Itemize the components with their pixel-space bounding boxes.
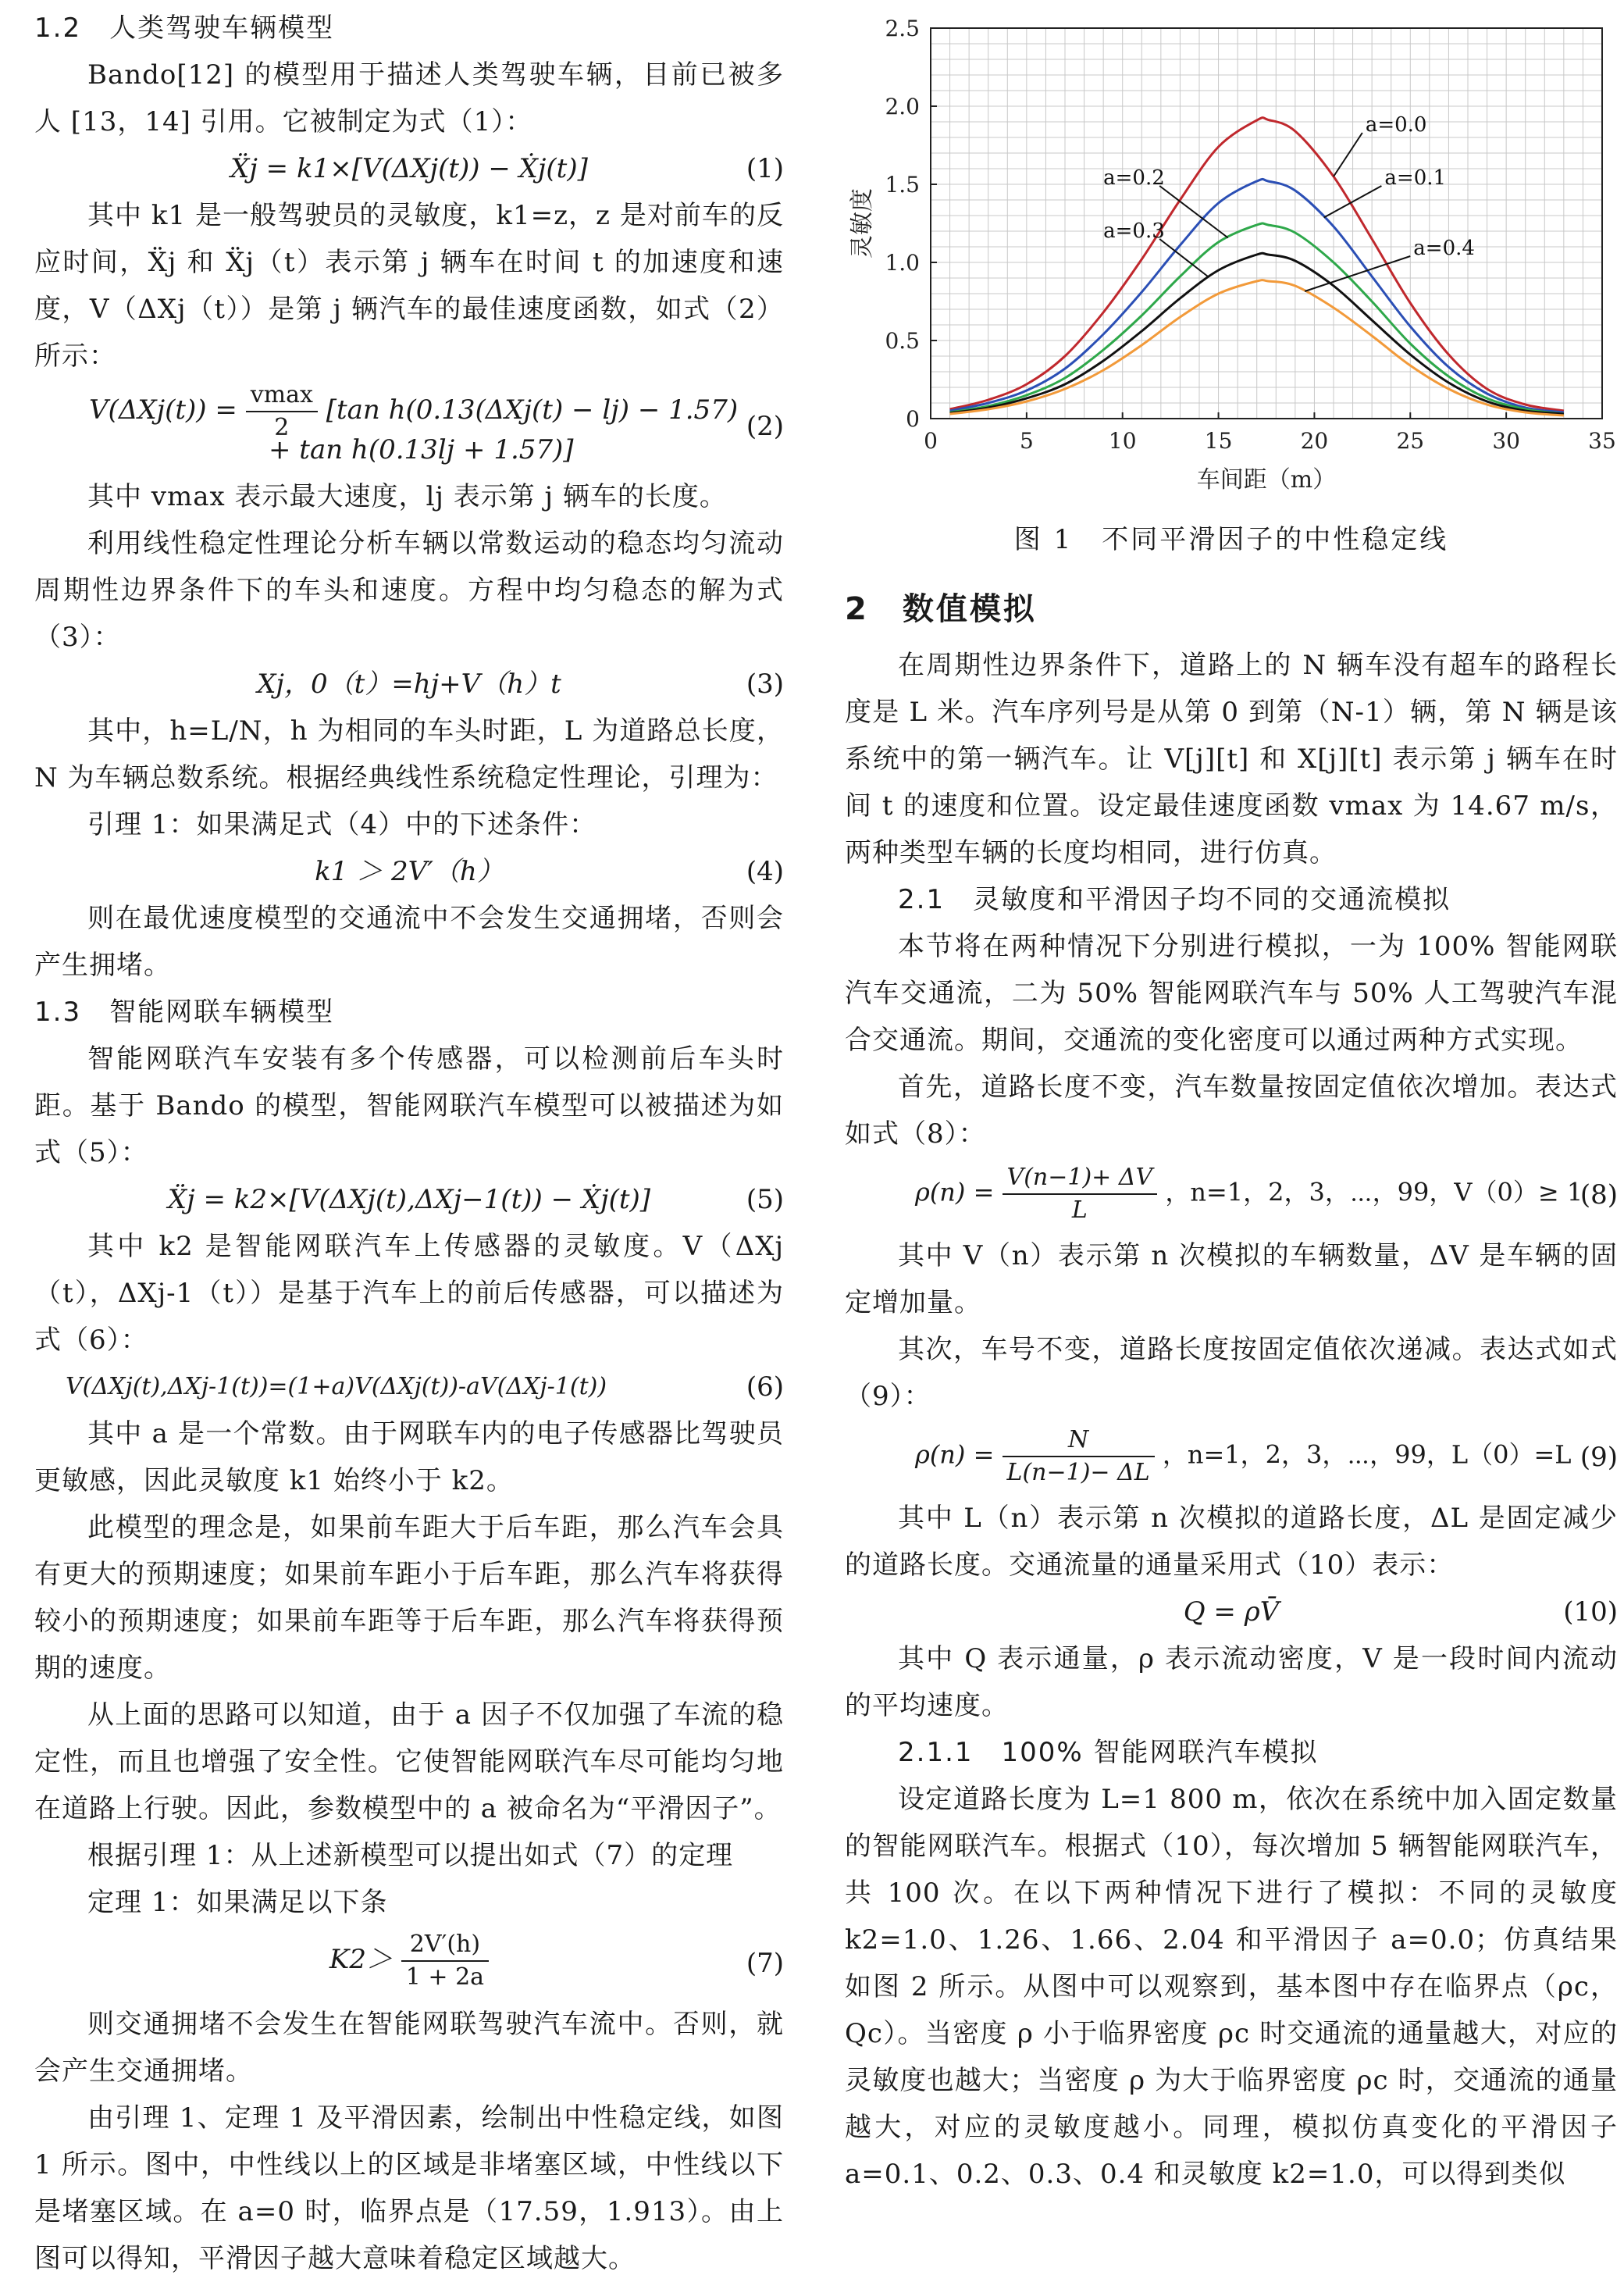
equation-number: (1) [746,153,784,184]
equation-fraction [1003,1424,1155,1489]
fraction-numerator: N [1003,1424,1155,1457]
x-tick-label: 30 [1492,428,1520,454]
paragraph: 则交通拥堵不会发生在智能网联驾驶汽车流中。否则，就会产生交通拥堵。 [34,2009,784,2087]
paragraph: 其次，车号不变，道路长度按固定值依次递减。表达式如式（9）： [845,1334,1618,1412]
equation-number: (6) [746,1371,784,1403]
fraction-denominator: L(n−1)− ΔL [1006,1459,1150,1486]
paragraph: 本节将在两种情况下分别进行模拟，一为 100% 智能网联汽车交通流，二为 50% 智能网联汽车与 50% 人工驾驶汽车混合交通流。期间，交通流的变化密度可以通过两种方式实现。 [845,931,1618,1056]
equation-2 [34,380,784,473]
equation-body: Ẍj = k1×[V(ΔXj(t)) − Ẋj(t)] [230,153,588,184]
equation-7 [34,1926,784,2001]
fraction-numerator: 2V′(h) [401,1929,489,1962]
annotation-label: a=0.3 [1103,219,1165,243]
paragraph: 根据引理 1：从上述新模型可以提出如式（7）的定理 [87,1840,734,1871]
paragraph: 智能网联汽车安装有多个传感器，可以检测前后车头时距。基于 Bando 的模型，智能网联汽车模型可以被描述为如式（5）： [34,1043,784,1168]
fraction-denominator: 1 + 2a [405,1963,485,1991]
x-tick-label: 15 [1204,428,1233,454]
equation-fraction [1003,1162,1158,1226]
y-tick-label: 2.5 [885,16,920,41]
equation-number: (4) [746,856,784,887]
equation-number: (9) [1579,1442,1618,1473]
equation-number: (8) [1579,1179,1618,1211]
equation-lhs: K2＞ [329,1944,393,1975]
equation-4 [34,848,784,895]
equation-lhs: ρ(n) = [915,1177,1003,1207]
y-tick-label: 2.0 [885,94,920,119]
equation-rhs: ，n=1，2，3，⋯，99，V（0）≥ 1 [1165,1177,1583,1207]
x-tick-label: 10 [1108,428,1137,454]
paragraph: 在周期性边界条件下，道路上的 N 辆车没有超车的路程长度是 L 米。汽车序列号是从第 0 到第（N-1）辆，第 N 辆是该系统中的第一辆汽车。让 V[j][t] 和 X[j][t] 表示第 j 辆车在时间 t 的速度和位置。设定最佳速度函数 vmax 为 14.67 m/s，两种类型车辆的长度均相同，进行仿真。 [845,650,1618,868]
equation-5 [34,1176,784,1223]
y-tick-label: 1.0 [885,250,920,276]
fraction-denominator: L [1071,1196,1088,1224]
equation-number: (10) [1563,1596,1618,1628]
x-axis-label: 车间距（m） [1196,466,1337,494]
equation-body: k1 ＞ 2V′（h） [315,856,504,887]
section-heading-2-1-1: 2.1.1 100% 智能网联汽车模拟 [898,1737,1319,1768]
equation-body: Q = ρV̄ [1183,1596,1280,1628]
paragraph: 利用线性稳定性理论分析车辆以常数运动的稳态均匀流动周期性边界条件下的车头和速度。方程中均匀稳态的解为式（3）： [34,528,784,653]
neutral-stability-chart [845,5,1618,520]
paragraph: 其中，h=L/N，h 为相同的车头时距，L 为道路总长度，N 为车辆总数系统。根据经典线性系统稳定性理论，引理为： [34,715,784,793]
equation-rhs-line2: + tan h(0.13lj + 1.57)] [269,434,574,465]
equation-body: Xj，0（t）=hj+V（h）t [257,669,561,700]
annotation-label: a=0.0 [1365,113,1427,137]
y-tick-label: 1.5 [885,172,920,198]
x-tick-label: 5 [1019,428,1034,454]
paragraph: 此模型的理念是，如果前车距大于后车距，那么汽车会具有更大的预期速度；如果前车距小于后车距，那么汽车将获得较小的预期速度；如果前车距等于后车距，那么汽车将获得预期的速度。 [34,1512,784,1684]
equation-8 [845,1157,1618,1232]
paragraph: 其中 V（n）表示第 n 次模拟的车辆数量，ΔV 是车辆的固定增加量。 [845,1240,1618,1318]
paragraph: 定理 1：如果满足以下条 [87,1887,388,1918]
x-tick-label: 0 [924,428,938,454]
equation-number: (7) [746,1948,784,1979]
paragraph: 首先，道路长度不变，汽车数量按固定值依次增加。表达式如式（8）： [845,1071,1618,1150]
paragraph: 其中 vmax 表示最大速度，lj 表示第 j 辆车的长度。 [87,481,727,512]
equation-number: (5) [746,1184,784,1215]
equation-body: Ẍj = k2×[V(ΔXj(t),ΔXj−1(t)) − Ẋj(t)] [167,1184,651,1215]
x-tick-label: 25 [1396,428,1425,454]
figure-1 [845,5,1618,520]
equation-9 [845,1420,1618,1495]
paragraph: 从上面的思路可以知道，由于 a 因子不仅加强了车流的稳定性，而且也增强了安全性。它使智能网联汽车尽可能均匀地在道路上行驶。因此，参数模型中的 a 被命名为“平滑因子”。 [34,1699,784,1824]
paragraph: 则在最优速度模型的交通流中不会发生交通拥堵，否则会产生拥堵。 [34,903,784,981]
paragraph: 设定道路长度为 L=1 800 m，依次在系统中加入固定数量的智能网联汽车。根据式（10），每次增加 5 辆智能网联汽车，共 100 次。在以下两种情况下进行了模拟：不同的灵敏度 k2=1.0、1.26、1.66、2.04 和平滑因子 a=0.0；仿真结果如图 2 所示。从图中可以观察到，基本图中存在临界点（ρc，Qc）。当密度 ρ 小于临界密度 ρc 时交通流的通量越大，对应的灵敏度也越大；当密度 ρ 为大于临界密度 ρc 时，交通流的通量越大，对应的灵敏度越小。同理，模拟仿真变化的平滑因子 a=0.1、0.2、0.3、0.4 和灵敏度 k2=1.0，可以得到类似 [845,1784,1618,2190]
fraction-numerator: vmax [246,380,318,412]
section-heading-1-2: 1.2 人类驾驶车辆模型 [34,12,335,44]
annotation-leader [1334,133,1362,176]
equation-10 [845,1588,1618,1635]
annotation-label: a=0.2 [1103,166,1165,190]
right-column [845,5,1618,2198]
equation-number: (3) [746,669,784,700]
annotation-label: a=0.1 [1384,166,1447,190]
section-heading-1-3: 1.3 智能网联车辆模型 [34,997,335,1028]
equation-rhs: [tan h(0.13(ΔXj(t) − lj) − 1.57) [326,394,739,426]
figure-caption: 图 1 不同平滑因子的中性稳定线 [1013,524,1449,555]
fraction-numerator: V(n−1)+ ΔV [1003,1162,1158,1195]
equation-fraction [401,1929,489,1993]
equation-number: (2) [746,411,784,442]
section-heading-2-1: 2.1 灵敏度和平滑因子均不同的交通流模拟 [898,884,1451,915]
left-column [34,5,784,2282]
y-axis-label: 灵敏度 [849,188,876,259]
y-tick-label: 0 [906,406,920,432]
x-tick-label: 35 [1588,428,1616,454]
paragraph: 由引理 1、定理 1 及平滑因素，绘制出中性稳定线，如图 1 所示。图中，中性线以上的区域是非堵塞区域，中性线以下是堵塞区域。在 a=0 时，临界点是（17.59，1.913）。由上图可以得知，平滑因子越大意味着稳定区域越大。 [34,2102,784,2274]
paragraph: 其中 a 是一个常数。由于网联车内的电子传感器比驾驶员更敏感，因此灵敏度 k1 始终小于 k2。 [34,1418,784,1496]
paragraph: Bando[12] 的模型用于描述人类驾驶车辆，目前已被多人 [13，14] 引用。它被制定为式（1）： [34,59,784,137]
equation-6 [34,1364,784,1410]
equation-body: V(ΔXj(t),ΔXj-1(t))=(1+a)V(ΔXj(t))-aV(ΔXj-1(t)) [66,1373,607,1400]
equation-lhs: V(ΔXj(t)) = [89,394,246,426]
y-tick-label: 0.5 [885,328,920,354]
equation-lhs: ρ(n) = [915,1439,1003,1470]
equation-rhs: ，n=1，2，3，⋯，99，L（0）=L [1162,1439,1572,1470]
paragraph: 其中 k2 是智能网联汽车上传感器的灵敏度。V（ΔXj（t），ΔXj-1（t））是基于汽车上的前后传感器，可以描述为式（6）： [34,1231,784,1356]
paragraph: 其中 k1 是一般驾驶员的灵敏度，k1=z，z 是对前车的反应时间，Ẍj 和 Ẍj（t）表示第 j 辆车在时间 t 的加速度和速度，V（ΔXj（t））是第 j 辆汽车的最佳速度函数，如式（2）所示： [34,200,784,372]
fraction-denominator: 2 [274,414,290,441]
paragraph: 其中 L（n）表示第 n 次模拟的道路长度，ΔL 是固定减少的道路长度。交通流量的通量采用式（10）表示： [845,1503,1618,1581]
x-tick-label: 20 [1300,428,1329,454]
paragraph: 引理 1：如果满足式（4）中的下述条件： [87,809,597,840]
paragraph: 其中 Q 表示通量，ρ 表示流动密度，V 是一段时间内流动的平均速度。 [845,1643,1618,1721]
annotation-label: a=0.4 [1413,237,1475,260]
section-heading-2: 2 数值模拟 [845,591,1037,627]
equation-3 [34,661,784,708]
equation-1 [34,145,784,192]
